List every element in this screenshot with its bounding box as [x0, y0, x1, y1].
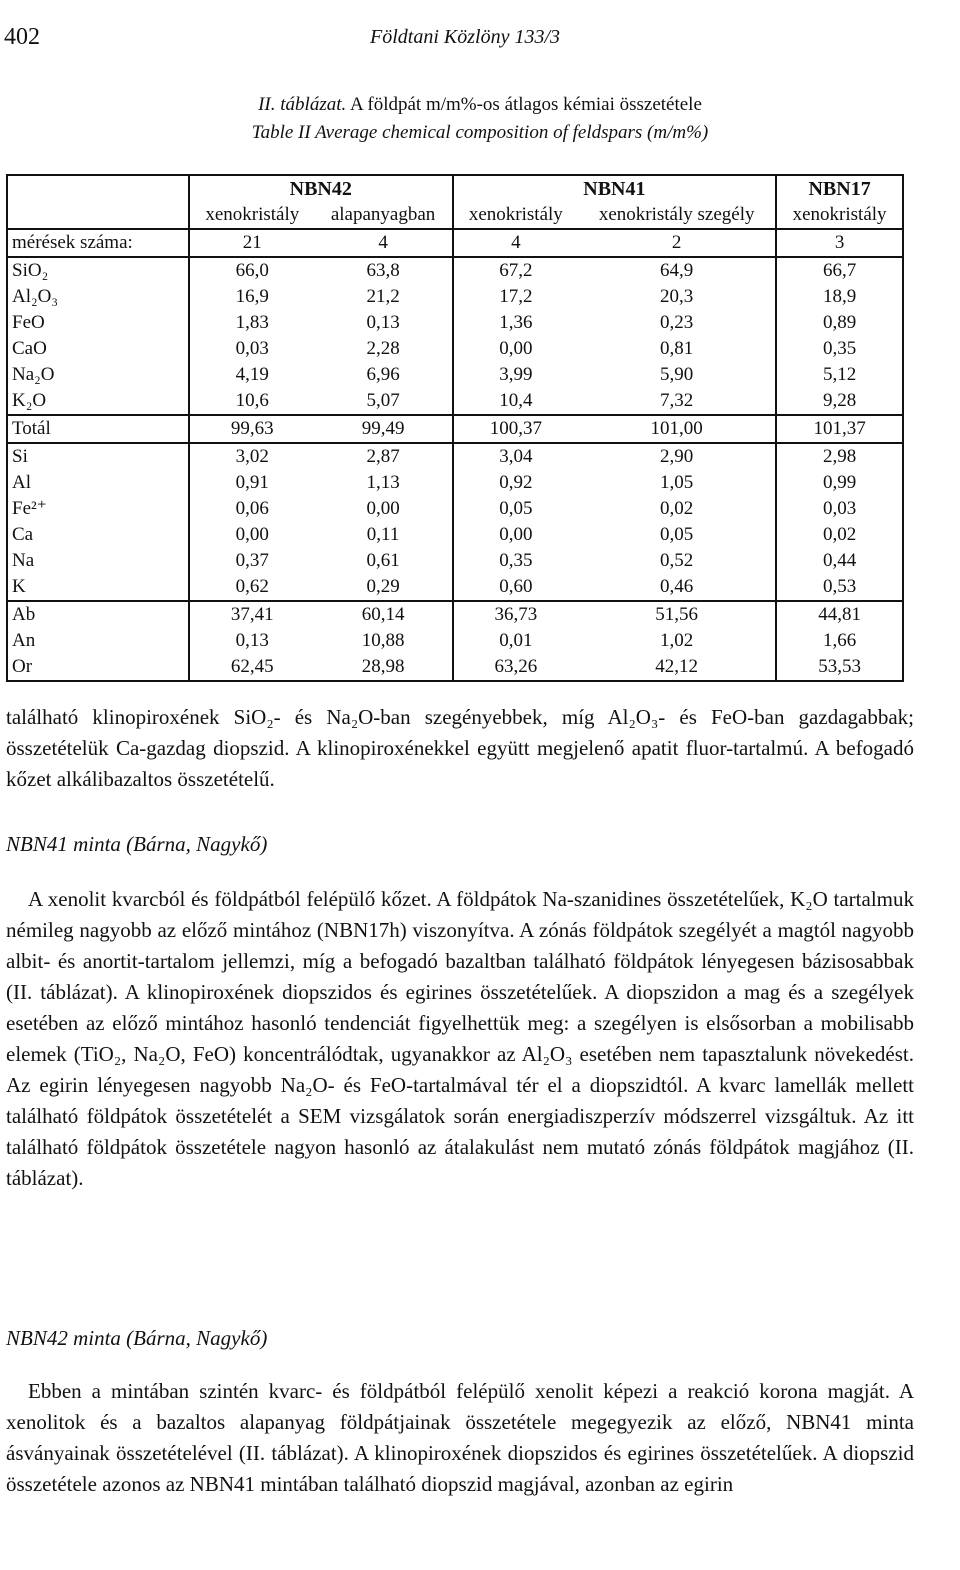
- table-row: [7, 601, 903, 628]
- table-cell: 0,00: [366, 498, 400, 519]
- table-row: [7, 548, 903, 574]
- table-row: [7, 257, 903, 284]
- table-cell: 0,52: [660, 550, 694, 571]
- subheader-cell: xenokristály: [189, 202, 315, 229]
- row-label: CaO: [12, 338, 47, 359]
- row-label: K: [12, 576, 26, 597]
- table-cell: 44,81: [776, 601, 903, 628]
- table-cell: 3,02: [189, 443, 315, 470]
- section-heading-nbn41: NBN41 minta (Bárna, Nagykő): [6, 832, 268, 856]
- table-row: [7, 229, 903, 257]
- table-cell: 18,9: [776, 284, 903, 310]
- table-cell: 0,92: [453, 470, 579, 496]
- table-row: [7, 654, 903, 681]
- table-cell: 0,00: [189, 522, 315, 548]
- table-cell: 28,98: [361, 656, 405, 677]
- row-label: SiO₂: [7, 257, 189, 284]
- table-cell: 1,05: [660, 472, 694, 493]
- row-label: FeO: [12, 312, 45, 333]
- table-cell: 5,90: [660, 364, 694, 385]
- row-label: Fe²⁺: [12, 498, 47, 519]
- table-cell: 0,62: [189, 574, 315, 601]
- table-cell: 5,07: [366, 390, 400, 411]
- table-cell: 3,99: [453, 362, 579, 388]
- group-nbn42: NBN42: [189, 175, 453, 202]
- table-cell: 0,46: [660, 576, 694, 597]
- table-cell: 0,13: [189, 628, 315, 654]
- section-heading-nbn42: NBN42 minta (Bárna, Nagykő): [6, 1326, 268, 1350]
- page-number: 402: [4, 24, 40, 50]
- table-cell: 4: [453, 229, 579, 257]
- table-label: II. táblázat.: [258, 94, 347, 115]
- row-label: Ca: [12, 524, 34, 545]
- table-row: [7, 470, 903, 496]
- table-row: [7, 310, 903, 336]
- row-label: K₂O: [12, 390, 47, 411]
- table-cell: 1,83: [189, 310, 315, 336]
- table-cell: 0,05: [660, 524, 694, 545]
- table-cell: 99,63: [189, 415, 315, 443]
- table-cell: 67,2: [453, 257, 579, 284]
- table-cell: 60,14: [315, 601, 453, 628]
- table-cell: 0,60: [453, 574, 579, 601]
- table-cell: 51,56: [578, 601, 776, 628]
- subheader-cell: xenokristály szegély: [598, 204, 755, 225]
- table-cell: 0,91: [189, 470, 315, 496]
- table-cell: 2,28: [366, 338, 400, 359]
- table-cell: 21,2: [366, 286, 400, 307]
- table-cell: 1,02: [660, 630, 694, 651]
- table-cell: 17,2: [453, 284, 579, 310]
- table-cell: 7,32: [660, 390, 694, 411]
- table-cell: 0,29: [366, 576, 400, 597]
- row-label: Si: [7, 443, 189, 470]
- subheader-cell: xenokristály: [776, 202, 903, 229]
- table-cell: 2,90: [578, 443, 776, 470]
- table-cell: 0,00: [453, 336, 579, 362]
- group-nbn41: NBN41: [453, 175, 777, 202]
- table-cell: 0,35: [776, 336, 903, 362]
- table-cell: 62,45: [189, 654, 315, 681]
- table-cell: 2,87: [315, 443, 453, 470]
- table-cell: 4: [315, 229, 453, 257]
- table-cell: 10,88: [361, 630, 405, 651]
- table-row: [7, 628, 903, 654]
- table-cell: 64,9: [578, 257, 776, 284]
- paragraph-3: Ebben a mintában szintén kvarc- és földpátból felépülő xenolit képezi a reakció korona magját. A xenolitok és a bazaltos alapanyag földpátjainak összetétele megegyezik az előző, NBN41 minta ásványainak összetételével (II. táblázat). A klinopiroxének diopszidos és egirines összetételűek. A diopszid összetétele azonos az NBN41 mintában található diopszid magjával, azonban az egirin: [6, 1379, 914, 1496]
- table-row: [7, 388, 903, 415]
- group-nbn17: NBN17: [776, 175, 903, 202]
- table-cell: 9,28: [776, 388, 903, 415]
- table-cell: 0,89: [776, 310, 903, 336]
- table-cell: 100,37: [453, 415, 579, 443]
- table-row: [7, 362, 903, 388]
- table-cell: 63,26: [453, 654, 579, 681]
- row-label: An: [12, 630, 36, 651]
- row-label: Totál: [7, 415, 189, 443]
- table-cell: 0,13: [366, 312, 400, 333]
- table-caption-en: Table II Average chemical composition of feldspars (m/m%): [251, 122, 709, 143]
- table-cell: 3,04: [453, 443, 579, 470]
- table-row: [7, 574, 903, 601]
- table-row: [7, 522, 903, 548]
- table-cell: 0,02: [660, 498, 694, 519]
- table-cell: 1,13: [366, 472, 400, 493]
- paragraph-2: A xenolit kvarcból és földpátból felépülő kőzet. A földpátok Na-szanidines összetételűek, K₂O tartalmuk némileg nagyobb az előző mintához (NBN17h) viszonyítva. A zónás földpátok szegélyét a magtól nagyobb albit- és anortit-tartalom jellemzi, míg a befogadó bazaltban található földpátok lényegesen bázisosabbak (II. táblázat). A klinopiroxének diopszidos és egirines összetételűek. A diopszidon a mag és a szegélyek esetében az előző mintához hasonló tendenciát figyelhettük meg: a szegélyen is elsősorban a mobilisabb elemek (TiO₂, Na₂O, FeO) koncentrálódtak, ugyanakkor az Al₂O₃ esetében nem tapasztalunk növekedést. Az egirin lényegesen nagyobb Na₂O- és FeO-tartalmával tér el a diopszidtól. A kvarc lamellák mellett található földpátok összetételét a SEM vizsgálatok során energiadiszperzív módszerrel vizsgáltuk. Az itt található földpátok összetétele nagyon hasonló az átalakulást nem mutató zónás földpátok magjához (II. táblázat).: [6, 887, 914, 1190]
- row-label: Ab: [7, 601, 189, 628]
- table-cell: 0,03: [189, 336, 315, 362]
- row-label: Or: [12, 656, 33, 677]
- table-cell: 53,53: [776, 654, 903, 681]
- page-header: [0, 14, 960, 54]
- table-cell: 66,7: [776, 257, 903, 284]
- table-cell: 1,66: [776, 628, 903, 654]
- table-row: [7, 496, 903, 522]
- table-cell: 2,98: [776, 443, 903, 470]
- table-cell: 0,03: [776, 496, 903, 522]
- row-label: Al: [12, 472, 31, 493]
- table-cell: 0,53: [776, 574, 903, 601]
- feldspar-composition-table: [6, 174, 904, 682]
- row-label: Al₂O₃: [12, 286, 58, 307]
- table-title-hu: A földpát m/m%-os átlagos kémiai összetétele: [346, 94, 702, 115]
- table-cell: 6,96: [366, 364, 400, 385]
- table-caption-hu: [0, 94, 960, 116]
- table-cell: 4,19: [189, 362, 315, 388]
- table-cell: 0,44: [776, 548, 903, 574]
- paragraph-1: található klinopiroxének SiO₂- és Na₂O-ban szegényebbek, míg Al₂O₃- és FeO-ban gazdagabbak; összetételük Ca-gazdag diopszid. A klinopiroxénekkel együtt megjelenő apatit fluor-tartalmú. A befogadó kőzet alkálibazaltos összetételű.: [6, 705, 914, 791]
- group-header-row: [7, 175, 903, 202]
- table-cell: 0,81: [660, 338, 694, 359]
- table-cell: 3: [776, 229, 903, 257]
- subheader-row: [7, 202, 903, 229]
- row-label: Na₂O: [12, 364, 55, 385]
- table-cell: 99,49: [315, 415, 453, 443]
- journal-title: Földtani Közlöny 133/3: [370, 26, 560, 48]
- subheader-cell: xenokristály: [453, 202, 579, 229]
- table-row: [7, 443, 903, 470]
- table-cell: 5,12: [776, 362, 903, 388]
- table-cell: 10,4: [453, 388, 579, 415]
- row-label: mérések száma:: [7, 229, 189, 257]
- table-cell: 101,37: [776, 415, 903, 443]
- table-cell: 63,8: [315, 257, 453, 284]
- table-cell: 1,36: [453, 310, 579, 336]
- table-cell: 0,02: [776, 522, 903, 548]
- table-cell: 0,05: [453, 496, 579, 522]
- table-cell: 0,11: [366, 524, 400, 545]
- table-cell: 0,37: [189, 548, 315, 574]
- table-cell: 0,06: [189, 496, 315, 522]
- table-row: [7, 284, 903, 310]
- table-cell: 36,73: [453, 601, 579, 628]
- table-row: [7, 336, 903, 362]
- table-cell: 101,00: [578, 415, 776, 443]
- table-cell: 21: [189, 229, 315, 257]
- subheader-cell: alapanyagban: [330, 204, 436, 225]
- table-cell: 16,9: [189, 284, 315, 310]
- table-cell: 0,61: [366, 550, 400, 571]
- table-cell: 0,00: [453, 522, 579, 548]
- table-cell: 2: [578, 229, 776, 257]
- table-row: [7, 415, 903, 443]
- table-cell: 42,12: [655, 656, 699, 677]
- table-cell: 0,35: [453, 548, 579, 574]
- table-cell: 10,6: [189, 388, 315, 415]
- table-cell: 37,41: [189, 601, 315, 628]
- table-cell: 66,0: [189, 257, 315, 284]
- corner-cell: [7, 175, 189, 202]
- table-cell: 20,3: [660, 286, 694, 307]
- table-cell: 0,23: [660, 312, 694, 333]
- table-cell: 0,01: [453, 628, 579, 654]
- table-cell: 0,99: [776, 470, 903, 496]
- row-label: Na: [12, 550, 35, 571]
